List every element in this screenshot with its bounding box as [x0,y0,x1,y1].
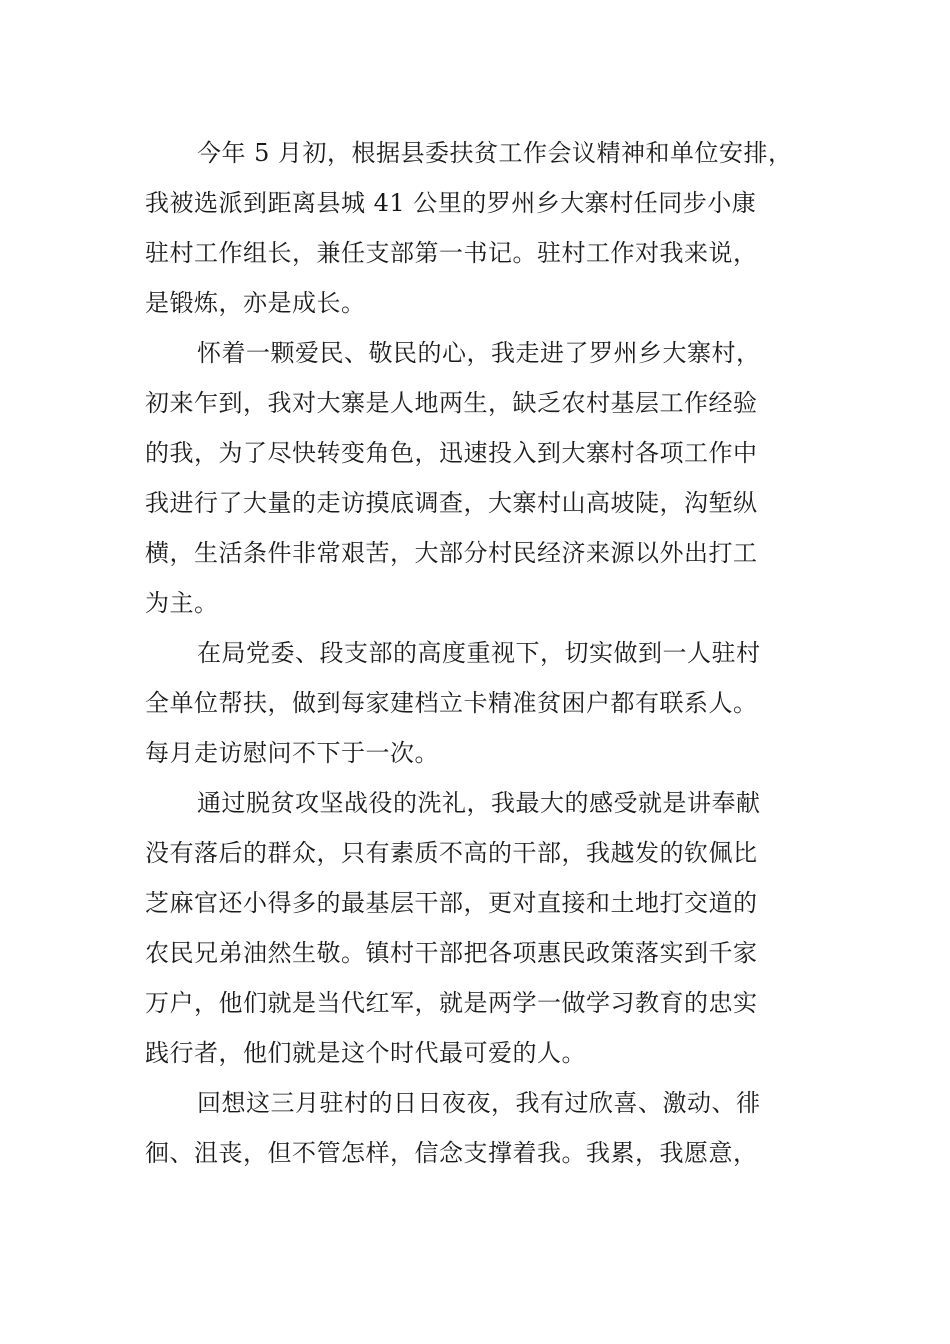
text-line: 徊、沮丧，但不管怎样，信念支撑着我。我累，我愿意， [145,1139,758,1167]
text-line: 通过脱贫攻坚战役的洗礼，我最大的感受就是讲奉献 [197,789,761,817]
text-line: 横，生活条件非常艰苦，大部分村民经济来源以外出打工 [145,539,758,567]
text-line: 的我，为了尽快转变角色，迅速投入到大寨村各项工作中 [145,439,758,467]
paragraph-3 [145,628,795,778]
paragraph-1 [145,128,795,328]
text-line: 每月走访慰问不下于一次。 [145,739,439,767]
paragraph-2 [145,328,795,628]
text-line: 驻村工作组长，兼任支部第一书记。驻村工作对我来说， [145,239,758,267]
text-line: 为主。 [145,589,219,617]
text-line: 在局党委、段支部的高度重视下，切实做到一人驻村 [197,639,761,667]
text-line: 我被选派到距离县城 41 公里的罗州乡大寨村任同步小康 [145,189,757,217]
paragraph-5 [145,1078,795,1178]
text-line: 回想这三月驻村的日日夜夜，我有过欣喜、激动、徘 [197,1089,761,1117]
text-line: 践行者，他们就是这个时代最可爱的人。 [145,1039,586,1067]
text-line: 怀着一颗爱民、敬民的心，我走进了罗州乡大寨村， [197,339,761,367]
document-body [145,128,795,1178]
text-line: 我进行了大量的走访摸底调查，大寨村山高坡陡，沟堑纵 [145,489,758,517]
text-line: 芝麻官还小得多的最基层干部，更对直接和土地打交道的 [145,889,758,917]
paragraph-4 [145,778,795,1078]
text-line: 全单位帮扶，做到每家建档立卡精准贫困户都有联系人。 [145,689,758,717]
text-line: 没有落后的群众，只有素质不高的干部，我越发的钦佩比 [145,839,758,867]
text-line: 农民兄弟油然生敬。镇村干部把各项惠民政策落实到千家 [145,939,758,967]
text-line: 万户，他们就是当代红军，就是两学一做学习教育的忠实 [145,989,758,1017]
text-line: 是锻炼，亦是成长。 [145,289,366,317]
text-line: 初来乍到，我对大寨是人地两生，缺乏农村基层工作经验 [145,389,758,417]
text-line: 今年 5 月初，根据县委扶贫工作会议精神和单位安排， [197,139,793,167]
